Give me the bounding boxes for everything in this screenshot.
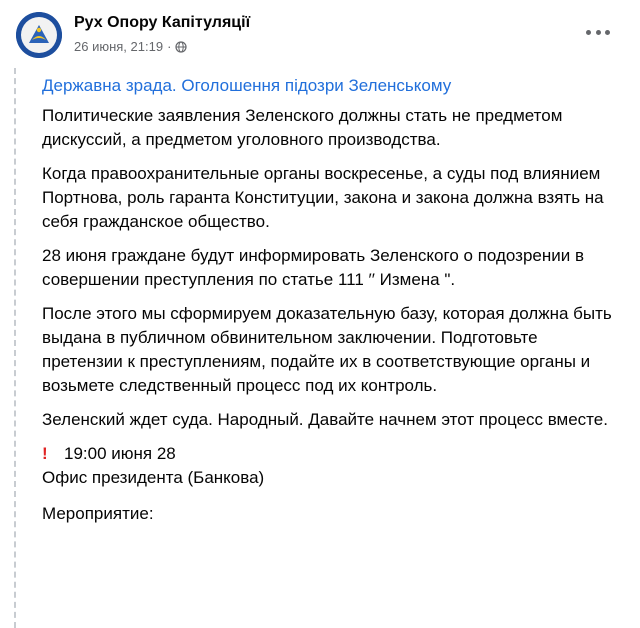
- post-paragraph-4: После этого мы сформируем доказательную базу, которая должна быть выдана в публичном обвинительном заключении. Подготовьте претензии к преступлениям, подайте их в соответствующие органы и возьмете следственный процесс под их контроль.: [42, 304, 612, 395]
- post-header: [16, 10, 624, 60]
- event-block: [42, 442, 612, 526]
- page-logo-icon: [16, 12, 62, 58]
- post-date[interactable]: 26 июня, 21:19: [74, 39, 164, 54]
- globe-icon[interactable]: [175, 41, 187, 53]
- more-options-icon[interactable]: [586, 24, 610, 40]
- event-time-line: [42, 442, 612, 466]
- post-meta: [74, 39, 187, 54]
- post-paragraph-5: Зеленский ждет суда. Народный. Давайте начнем этот процесс вместе.: [42, 410, 608, 429]
- event-cut-line: Мероприятие:: [42, 504, 154, 523]
- post-body: [14, 68, 626, 628]
- exclamation-icon: !: [42, 444, 48, 463]
- page-avatar[interactable]: [16, 12, 62, 58]
- meta-separator: ·: [167, 39, 172, 54]
- event-time: 19:00 июня 28: [64, 444, 176, 463]
- post-paragraph-3: 28 июня граждане будут информировать Зеленского о подозрении в совершении преступления по статье 111 ′′ Измена ".: [42, 246, 584, 289]
- event-place: Офис президента (Банкова): [42, 468, 265, 487]
- post-link-title[interactable]: Державна зрада. Оголошення підозри Зеленському: [42, 76, 452, 95]
- page-name[interactable]: Рух Опору Капітуляції: [74, 14, 251, 31]
- post-paragraph-2: Когда правоохранительные органы воскресенье, а суды под влиянием Портнова, роль гаранта Конституции, закона и закона должна взять на себя гражданское общество.: [42, 164, 604, 231]
- post-paragraph-1: Политические заявления Зеленского должны стать не предметом дискуссий, а предметом уголовного производства.: [42, 106, 563, 149]
